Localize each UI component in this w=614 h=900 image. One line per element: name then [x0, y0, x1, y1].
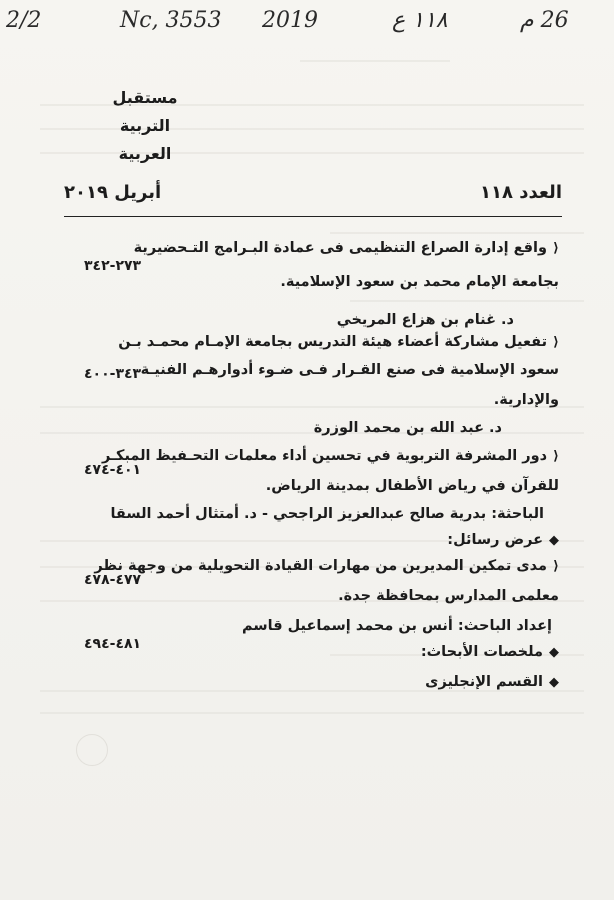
toc-entry-title-line: ⟨تفعيل مشاركة أعضاء هيئة التدريس بجامعة الإمـام محمـد بـن [118, 334, 559, 350]
toc-entry-author: الباحثة: بدرية صالح عبدالعزيز الراجحي - د. أمتثال أحمد السقا [110, 506, 544, 522]
diamond-bullet-icon: ◆ [549, 533, 559, 548]
toc-section-heading: ◆ملخصات الأبحاث: [420, 644, 559, 660]
toc-entry-author: د. غنام بن هزاع المريخي [336, 312, 514, 328]
chevron-left-icon: ⟨ [553, 449, 559, 464]
diamond-bullet-icon: ◆ [549, 675, 559, 690]
header-rule [64, 216, 562, 217]
toc-entry-pages: ٣٤٣-٤٠٠ [84, 366, 142, 382]
handwritten-record-no: Nc, 3553 [120, 8, 222, 33]
handwritten-year: 2019 [262, 8, 318, 33]
toc-entry-title-line: للقرآن في رياض الأطفال بمدينة الرياض. [265, 478, 559, 494]
issue-date: أبريل ٢٠١٩ [64, 182, 162, 203]
toc-entry-title-line: ⟨مدى تمكين المديرين من مهارات القيادة التحويلية من وجهة نظر [94, 558, 559, 574]
chevron-left-icon: ⟨ [553, 559, 559, 574]
toc-entry-pages: ٤٨١-٤٩٤ [84, 636, 142, 652]
issue-header [64, 178, 562, 208]
toc-entry-title-line: والإدارية. [493, 392, 559, 408]
toc-entry-author: د. عبد الله بن محمد الوزرة [313, 420, 502, 436]
handwritten-volume: 26 م [520, 8, 569, 33]
journal-title-line3: العربية [118, 144, 172, 163]
toc-entry-title-line: سعود الإسلامية فى صنع القـرار فـى ضـوء أدوارهـم الفنيـة [140, 362, 559, 378]
toc-entry-pages: ٤٧٧-٤٧٨ [84, 572, 142, 588]
toc-section-heading: ◆عرض رسائل: [447, 532, 559, 548]
chevron-left-icon: ⟨ [553, 335, 559, 350]
bleed-through-line [40, 712, 584, 714]
chevron-left-icon: ⟨ [553, 241, 559, 256]
toc-entry-title-line: بجامعة الإمام محمد بن سعود الإسلامية. [280, 274, 559, 290]
bleed-through-line [350, 300, 584, 302]
toc-entry-author: إعداد الباحث: أنس بن محمد إسماعيل قاسم [242, 618, 552, 634]
bleed-through-line [40, 432, 584, 434]
toc-entry-title-line: معلمى المدارس بمحافظة جدة. [338, 588, 559, 604]
journal-title-line1: مستقبل [112, 88, 178, 107]
bleed-through-line [330, 232, 584, 234]
journal-title-line2: التربية [119, 116, 171, 135]
bleed-through-circle [76, 734, 108, 766]
bleed-through-line [300, 60, 450, 62]
issue-number: العدد ١١٨ [480, 182, 562, 203]
toc-entry-title-line: ⟨واقع إدارة الصراع التنظيمى فى عمادة البـرامج التـحضيرية [133, 240, 559, 256]
toc-entry-pages: ٢٧٣-٣٤٢ [84, 258, 142, 274]
handwritten-issue: ١١٨ ع [392, 8, 448, 33]
bleed-through-line [40, 690, 584, 692]
handwritten-page-ref: 2/2 [6, 8, 42, 33]
diamond-bullet-icon: ◆ [549, 645, 559, 660]
journal-title [105, 84, 185, 168]
toc-entry-pages: ٤٠١-٤٧٤ [84, 462, 142, 478]
toc-entry-title-line: ⟨دور المشرفة التربوية في تحسين أداء معلمات التحـفيظ المبكـر [102, 448, 559, 464]
toc-section-heading: ◆القسم الإنجليزى [425, 674, 559, 690]
